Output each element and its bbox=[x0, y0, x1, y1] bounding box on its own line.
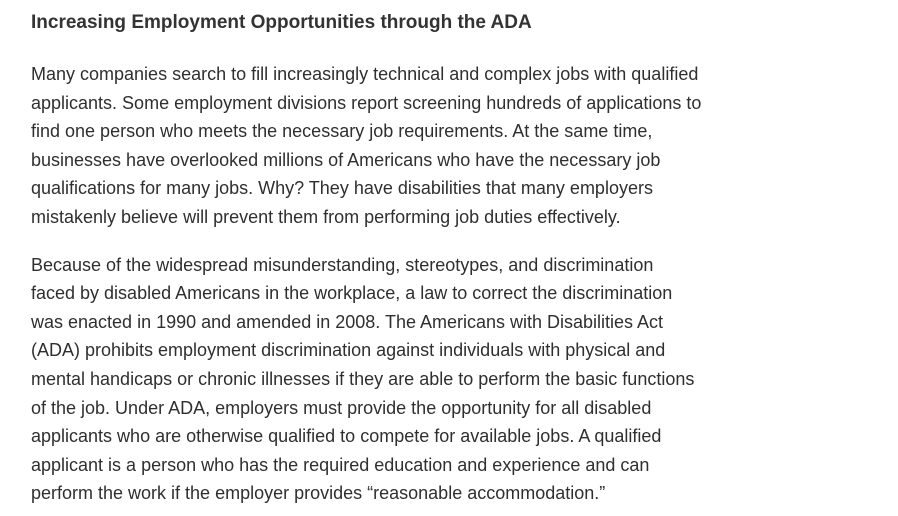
paragraph-2: Because of the widespread misunderstanding, stereotypes, and discrimination faced by disabled Americans in the workplace, a law to correct the discrimination was enacted in 1990 and amended in 2008. The Americans with Disabilities Act (ADA) prohibits employment discrimination against individuals with physical and mental handicaps or chronic illnesses if they are able to perform the basic functions of the job. Under ADA, employers must provide the opportunity for all disabled applicants who are otherwise qualified to compete for available jobs. A qualified applicant is a person who has the required education and experience and can perform the work if the employer provides “reasonable accommodation.” bbox=[31, 254, 695, 504]
paragraph-1: Many companies search to fill increasingly technical and complex jobs with qualified applicants. Some employment divisions report screening hundreds of applications to find one person who meets the necessary job requirements. At the same time, businesses have overlooked millions of Americans who have the necessary job qualifications for many jobs. Why? They have disabilities that many employers mistakenly believe will prevent them from performing job duties effectively. bbox=[31, 64, 702, 227]
article-title: Increasing Employment Opportunities through the ADA bbox=[31, 12, 532, 33]
article bbox=[31, 10, 871, 508]
